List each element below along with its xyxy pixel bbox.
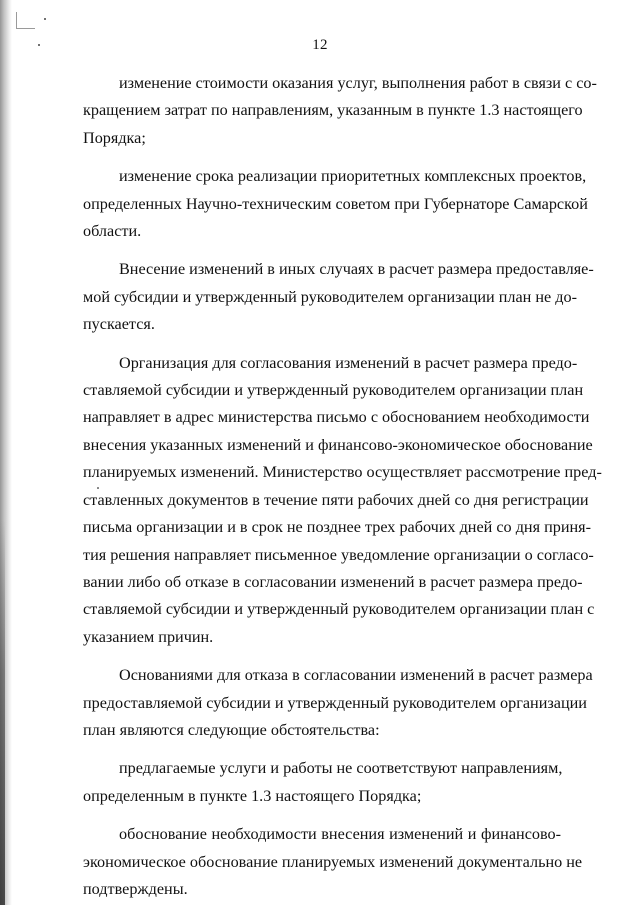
paragraph [83, 821, 583, 903]
text-line: план являются следующие обстоятельства: [83, 720, 380, 739]
text-line: Порядка; [83, 128, 146, 147]
text-line: тия решения направляет письменное уведомление организации о согласо- [83, 545, 594, 564]
text-line: вании либо об отказе в согласовании изменений в расчет размера предо- [83, 572, 583, 591]
text-line: ставляемой субсидии и утвержденный руководителем организации план [83, 381, 584, 400]
text-line: письма организации и в срок не позднее трех рабочих дней со дня приня- [83, 518, 592, 537]
document-body [83, 70, 602, 914]
text-line: области. [83, 222, 142, 241]
paragraph [83, 70, 597, 152]
text-line: экономическое обоснование планируемых изменений документально не [83, 852, 583, 871]
text-line: определенных Научно-техническим советом при Губернаторе Самарской [83, 194, 588, 213]
scan-speck [44, 18, 46, 20]
text-line: указанием причин. [83, 627, 214, 646]
paragraph [83, 755, 561, 810]
text-line: Организация для согласования изменений в расчет размера предо- [119, 353, 578, 372]
text-line: направляет в адрес министерства письмо с обоснованием необходимости [83, 408, 590, 427]
text-line: обоснование необходимости внесения изменений и финансово- [119, 825, 561, 844]
text-line: определенным в пункте 1.3 настоящего Порядка; [83, 786, 422, 805]
text-line: предлагаемые услуги и работы не соответствуют направлениям, [119, 759, 563, 778]
paragraph [83, 256, 594, 338]
scan-edge-dark-band [0, 520, 5, 905]
text-line: кращением затрат по направлениям, указанным в пункте 1.3 настоящего [83, 101, 583, 120]
page-number: 12 [312, 37, 328, 53]
text-line: ставляемой субсидии и утвержденный руководителем организации план с [83, 600, 595, 619]
paragraph [83, 163, 588, 245]
text-line: пускается. [83, 315, 155, 334]
text-line: мой субсидии и утвержденный руководителем организации план не до- [83, 287, 577, 306]
text-line: Внесение изменений в иных случаях в расчет размера предоставляе- [119, 260, 594, 279]
text-line: планируемых изменений. Министерство осуществляет рассмотрение пред- [83, 463, 602, 482]
text-line: изменение срока реализации приоритетных комплексных проектов, [119, 167, 587, 186]
text-line: ставленных документов в течение пяти рабочих дней со дня регистрации [83, 490, 589, 509]
paragraph [83, 350, 602, 651]
text-line: Основаниями для отказа в согласовании изменений в расчет размера [119, 666, 593, 685]
text-line: изменение стоимости оказания услуг, выполнения работ в связи с со- [119, 74, 597, 92]
corner-mark [16, 12, 35, 29]
paragraph [83, 662, 593, 744]
text-line: внесения указанных изменений и финансово-экономическое обоснование [83, 435, 593, 454]
text-line: предоставляемой субсидии и утвержденный руководителем организации [83, 693, 587, 712]
text-line: подтверждены. [83, 879, 188, 898]
